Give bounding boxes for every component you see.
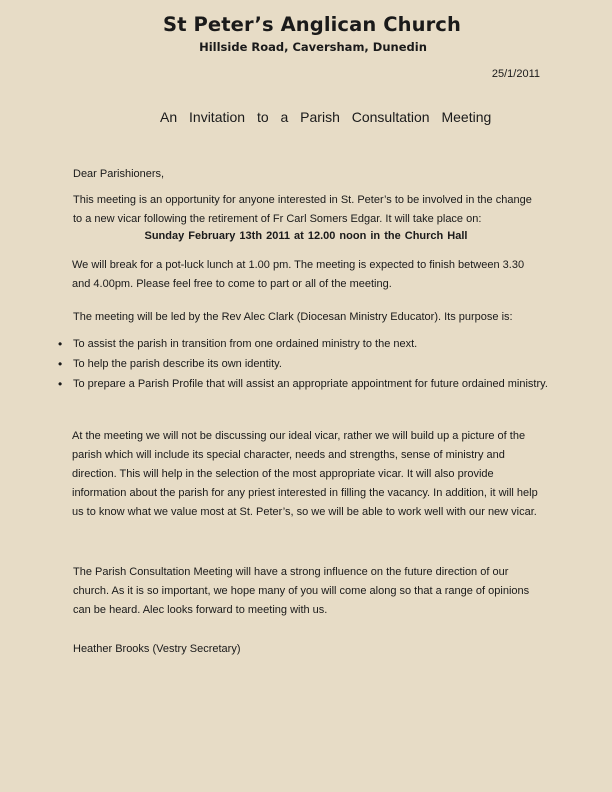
meeting-time: Sunday February 13th 2011 at 12.00 noon in the Church Hall [144, 230, 468, 242]
list-item: • To help the parish describe its own identity. [58, 354, 548, 374]
signature: Heather Brooks (Vestry Secretary) [73, 643, 241, 655]
paragraph-4: At the meeting we will not be discussing our ideal vicar, rather we will build up a picture of the parish which will include its special character, needs and strengths, sense of ministry and direction. This will help in the selection of the most appropriate vicar. It will also provide information about the parish for any priest interested in filling the vacancy. In addition, it will help us to know what we value most at St. Peter’s, so we will be able to work well with our new vicar. [72, 430, 538, 518]
list-item: • To prepare a Parish Profile that will assist an appropriate appointment for future ordained ministry. [58, 374, 548, 394]
list-item: • To assist the parish in transition from one ordained ministry to the next. [58, 334, 548, 354]
church-name: St Peter’s Anglican Church [163, 13, 461, 36]
purpose-list [58, 334, 548, 394]
letter-date: 25/1/2011 [491, 68, 540, 80]
church-address: Hillside Road, Caversham, Dunedin [199, 40, 427, 54]
paragraph-3: The meeting will be led by the Rev Alec Clark (Diocesan Ministry Educator). Its purpose is: [73, 311, 513, 323]
letter-title: An Invitation to a Parish Consultation Meeting [160, 109, 492, 125]
salutation: Dear Parishioners, [73, 168, 165, 180]
paragraph-5: The Parish Consultation Meeting will have a strong influence on the future direction of our church. As it is so important, we hope many of you will come along so that a range of opinions can be heard. Alec looks forward to meeting with us. [73, 566, 530, 616]
paragraph-1: This meeting is an opportunity for anyone interested in St. Peter’s to be involved in the change to a new vicar following the retirement of Fr Carl Somers Edgar. It will take place on: [73, 194, 532, 225]
paragraph-2: We will break for a pot-luck lunch at 1.00 pm. The meeting is expected to finish between 3.30 and 4.00pm. Please feel free to come to part or all of the meeting. [72, 259, 525, 290]
